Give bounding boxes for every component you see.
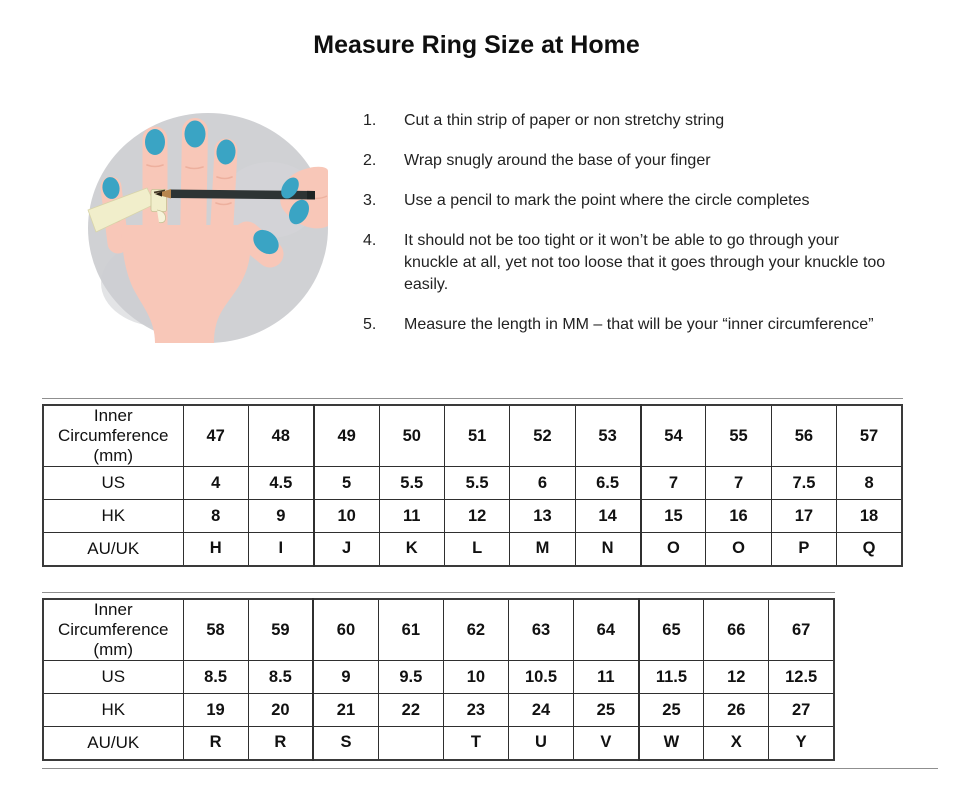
size-cell: 20 (248, 694, 313, 727)
size-cell: 66 (704, 599, 769, 661)
row-label: AU/UK (43, 533, 183, 566)
size-cell: 7 (706, 467, 771, 500)
size-cell: 17 (771, 500, 836, 533)
size-cell: K (379, 533, 444, 566)
size-cell: 22 (378, 694, 443, 727)
instruction-item-3 (363, 190, 908, 212)
size-cell: 55 (706, 405, 771, 467)
size-cell: N (575, 533, 640, 566)
size-cell: 11 (574, 661, 639, 694)
divider-line (42, 768, 938, 769)
size-cell: 49 (314, 405, 379, 467)
hand-measurement-illustration (85, 105, 335, 355)
size-cell: M (510, 533, 575, 566)
row-label: Inner Circumference (mm) (43, 599, 183, 661)
instruction-text: Use a pencil to mark the point where the circle completes (404, 192, 810, 209)
size-cell: O (706, 533, 771, 566)
size-cell: 51 (444, 405, 509, 467)
instruction-item-1 (363, 110, 908, 132)
table-row (43, 500, 902, 533)
size-cell: Q (837, 533, 902, 566)
table-row (43, 694, 834, 727)
size-cell: 6 (510, 467, 575, 500)
size-cell: 64 (574, 599, 639, 661)
size-cell: L (444, 533, 509, 566)
size-cell: 50 (379, 405, 444, 467)
size-cell: 47 (183, 405, 248, 467)
size-cell: X (704, 727, 769, 760)
table-row (43, 661, 834, 694)
size-cell: 12 (444, 500, 509, 533)
row-label: US (43, 467, 183, 500)
instruction-item-2 (363, 150, 908, 172)
row-label: HK (43, 500, 183, 533)
size-cell: 56 (771, 405, 836, 467)
size-cell: 21 (313, 694, 378, 727)
size-cell: H (183, 533, 248, 566)
instruction-number: 2. (363, 152, 377, 169)
size-cell: 15 (641, 500, 706, 533)
size-cell: S (313, 727, 378, 760)
instruction-number: 4. (363, 232, 377, 249)
divider-line (42, 592, 835, 593)
size-cell: R (183, 727, 248, 760)
instruction-number: 3. (363, 192, 377, 209)
row-label: AU/UK (43, 727, 183, 760)
instruction-number: 5. (363, 316, 377, 333)
size-cell: 60 (313, 599, 378, 661)
size-cell: 65 (639, 599, 704, 661)
size-cell: 4 (183, 467, 248, 500)
size-cell: 18 (837, 500, 902, 533)
size-cell: O (641, 533, 706, 566)
size-cell: J (314, 533, 379, 566)
size-cell: 8 (837, 467, 902, 500)
size-cell: I (248, 533, 313, 566)
size-cell: 62 (443, 599, 508, 661)
size-cell: 8 (183, 500, 248, 533)
row-label: US (43, 661, 183, 694)
size-cell: 5.5 (444, 467, 509, 500)
size-cell: T (443, 727, 508, 760)
size-cell: 54 (641, 405, 706, 467)
instruction-text: It should not be too tight or it won’t be able to go through your knuckle at all, yet not too loose that it goes through your knuckle too easily. (404, 232, 886, 293)
size-cell: 19 (183, 694, 248, 727)
size-cell: 5 (314, 467, 379, 500)
size-cell: R (248, 727, 313, 760)
size-cell: 53 (575, 405, 640, 467)
instruction-text: Wrap snugly around the base of your finger (404, 152, 711, 169)
size-cell: 10 (314, 500, 379, 533)
row-label: Inner Circumference (mm) (43, 405, 183, 467)
table-row (43, 599, 834, 661)
size-cell: 63 (508, 599, 573, 661)
table-row (43, 533, 902, 566)
size-cell: 7.5 (771, 467, 836, 500)
table-row (43, 405, 902, 467)
hand-illustration-svg (85, 105, 335, 355)
size-cell: 16 (706, 500, 771, 533)
size-cell: 14 (575, 500, 640, 533)
size-cell: 24 (508, 694, 573, 727)
instruction-number: 1. (363, 112, 377, 129)
size-cell: 7 (641, 467, 706, 500)
instruction-item-5 (363, 314, 908, 336)
size-cell: 25 (574, 694, 639, 727)
size-cell: 25 (639, 694, 704, 727)
size-cell: 8.5 (183, 661, 248, 694)
size-cell: 11 (379, 500, 444, 533)
size-cell: 10 (443, 661, 508, 694)
size-cell: 13 (510, 500, 575, 533)
size-cell: 10.5 (508, 661, 573, 694)
size-cell: 57 (837, 405, 902, 467)
table-row (43, 467, 902, 500)
instructions-list (363, 110, 908, 354)
size-cell: 58 (183, 599, 248, 661)
size-cell (378, 727, 443, 760)
size-cell: 5.5 (379, 467, 444, 500)
size-cell: 61 (378, 599, 443, 661)
size-cell: 6.5 (575, 467, 640, 500)
size-cell: 4.5 (248, 467, 313, 500)
size-cell: 12 (704, 661, 769, 694)
table-row (43, 727, 834, 760)
size-cell: U (508, 727, 573, 760)
size-cell: 8.5 (248, 661, 313, 694)
row-label: HK (43, 694, 183, 727)
size-cell: 27 (769, 694, 834, 727)
size-cell: 23 (443, 694, 508, 727)
ring-size-table-47-57 (42, 404, 903, 567)
size-cell: 52 (510, 405, 575, 467)
divider-line (42, 398, 903, 399)
page-title: Measure Ring Size at Home (313, 31, 640, 59)
size-cell: 9 (313, 661, 378, 694)
size-cell: 12.5 (769, 661, 834, 694)
size-cell: 9 (248, 500, 313, 533)
size-cell: 67 (769, 599, 834, 661)
size-cell: 9.5 (378, 661, 443, 694)
size-cell: 59 (248, 599, 313, 661)
size-cell: 11.5 (639, 661, 704, 694)
size-cell: Y (769, 727, 834, 760)
size-cell: W (639, 727, 704, 760)
size-cell: 26 (704, 694, 769, 727)
size-cell: V (574, 727, 639, 760)
ring-size-table-58-67 (42, 598, 835, 761)
instruction-item-4 (363, 230, 908, 296)
instruction-text: Cut a thin strip of paper or non stretchy string (404, 112, 725, 129)
size-cell: 48 (248, 405, 313, 467)
size-cell: P (771, 533, 836, 566)
instruction-text: Measure the length in MM – that will be your “inner circumference” (404, 316, 874, 333)
